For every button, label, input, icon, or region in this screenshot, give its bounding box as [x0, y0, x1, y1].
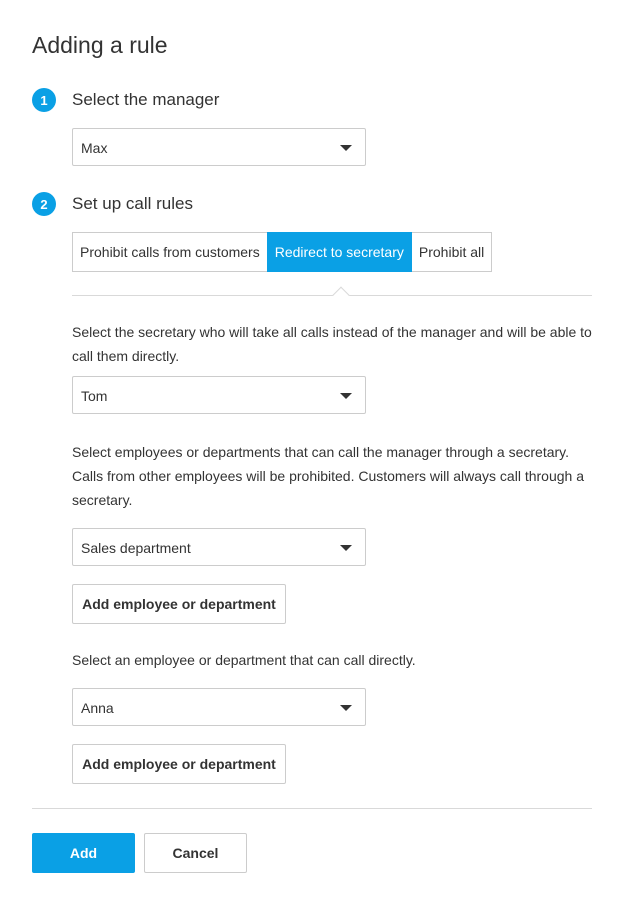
- through-secretary-description: Select employees or departments that can call the manager through a secretary. Calls from other employees will be prohibited. Customers will always call through a secretary.: [72, 444, 584, 508]
- chevron-down-icon: [340, 705, 352, 711]
- active-tab-pointer: [333, 287, 350, 304]
- tab-prohibit-all[interactable]: Prohibit all: [411, 232, 492, 272]
- secretary-select[interactable]: [72, 376, 366, 414]
- manager-select[interactable]: [72, 128, 366, 166]
- add-employee-or-department-button[interactable]: Add employee or department: [72, 584, 286, 624]
- secretary-description: Select the secretary who will take all calls instead of the manager and will be able to call them directly.: [72, 324, 592, 364]
- secretary-select-value: Tom: [81, 388, 108, 404]
- cancel-button[interactable]: Cancel: [144, 833, 247, 873]
- step-1-label: Select the manager: [72, 90, 220, 109]
- add-direct-employee-or-department-button[interactable]: Add employee or department: [72, 744, 286, 784]
- manager-select-value: Max: [81, 140, 108, 156]
- chevron-down-icon: [340, 145, 352, 151]
- step-1-badge: 1: [32, 88, 56, 112]
- rule-tabs: [72, 232, 492, 272]
- chevron-down-icon: [340, 545, 352, 551]
- tab-redirect-to-secretary[interactable]: Redirect to secretary: [267, 232, 412, 272]
- through-secretary-select[interactable]: [72, 528, 366, 566]
- page-title: Adding a rule: [32, 32, 168, 58]
- step-2-label: Set up call rules: [72, 194, 193, 213]
- through-secretary-select-value: Sales department: [81, 540, 191, 556]
- direct-call-select[interactable]: [72, 688, 366, 726]
- chevron-down-icon: [340, 393, 352, 399]
- add-button[interactable]: Add: [32, 833, 135, 873]
- footer-divider: [32, 808, 592, 809]
- step-2-badge: 2: [32, 192, 56, 216]
- direct-call-description: Select an employee or department that can call directly.: [72, 652, 416, 668]
- tab-prohibit-calls-from-customers[interactable]: Prohibit calls from customers: [72, 232, 268, 272]
- direct-call-select-value: Anna: [81, 700, 114, 716]
